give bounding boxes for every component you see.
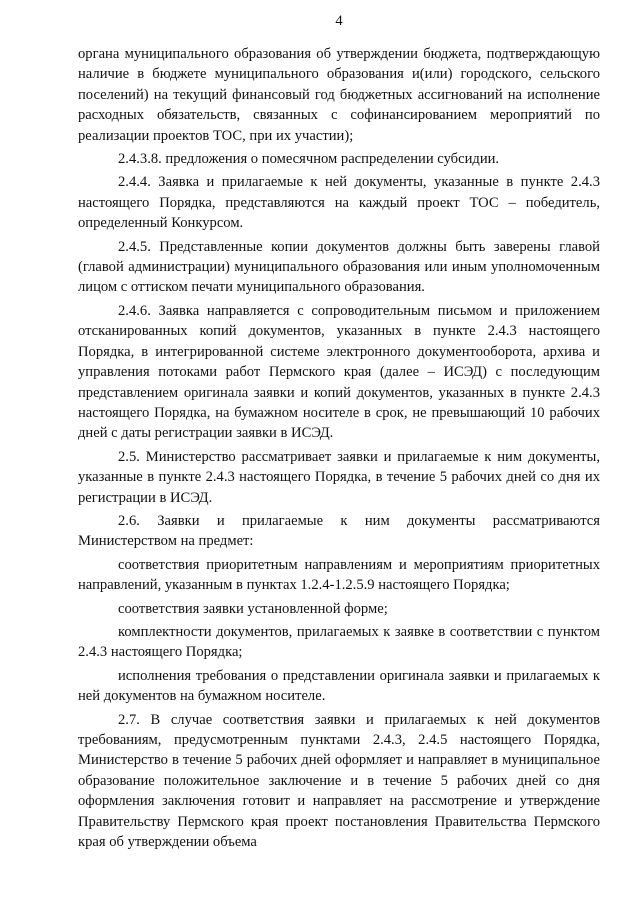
paragraph-2-6: 2.6. Заявки и прилагаемые к ним документы рассматриваются Министерством на предмет: [78, 512, 600, 550]
paragraph-2-5: 2.5. Министерство рассматривает заявки и прилагаемые к ним документы, указанные в пункте 2.4.3 настоящего Порядка, в течение 5 рабочих дней со дня их регистрации в ИСЭД. [78, 448, 600, 506]
page-number: 4 [335, 13, 343, 29]
list-item-priority-directions: соответствия приоритетным направлениям и мероприятиям приоритетных направлений, указанным в пунктах 1.2.4-1.2.5.9 настоящего Порядка; [78, 556, 600, 594]
paragraph-2-4-4: 2.4.4. Заявка и прилагаемые к ней документы, указанные в пункте 2.4.3 настоящего Порядка, представляются на каждый проект ТОС – победитель, определенный Конкурсом. [78, 174, 600, 232]
paragraph-2-7: 2.7. В случае соответствия заявки и прилагаемых к ней документов требованиям, предусмотренным пунктами 2.4.3, 2.4.5 настоящего Порядка, Министерство в течение 5 рабочих дней оформляет и направляет в муниципальное образование положительное заключение и в течение 5 рабочих дней со дня оформления заключения готовит и направляет на рассмотрение и утверждение Правительству Пермского края проект постановления Правительства Пермского края об утверждении объема [78, 711, 600, 851]
list-item-original-submission: исполнения требования о представлении оригинала заявки и прилагаемых к ней документов на бумажном носителе. [78, 667, 600, 705]
paragraph-2-4-5: 2.4.5. Представленные копии документов должны быть заверены главой (главой администрации) муниципального образования или иным уполномоченным лицом с оттиском печати муниципального образования. [78, 238, 600, 296]
paragraph-2-4-3-8: 2.4.3.8. предложения о помесячном распределении субсидии. [118, 151, 500, 168]
document-page [78, 12, 600, 852]
paragraph-2-4-6: 2.4.6. Заявка направляется с сопроводительным письмом и приложением отсканированных копий документов, указанных в пункте 2.4.3 настоящего Порядка, в интегрированной системе электронного документооборота, архива и управления потоками работ Пермского края (далее – ИСЭД) с последующим представлением оригинала заявки и копий документов, указанных в пункте 2.4.3 настоящего Порядка, на бумажном носителе в срок, не превышающий 10 рабочих дней с даты регистрации заявки в ИСЭД. [78, 302, 600, 442]
list-item-form-compliance: соответствия заявки установленной форме; [118, 600, 388, 617]
paragraph-budget-extract: органа муниципального образования об утверждении бюджета, подтверждающую наличие в бюджете муниципального образования и(или) городского, сельского поселений) на текущий финансовый год бюджетных ассигнований на исполнение расходных обязательств, связанных с софинансированием мероприятий по реализации проектов ТОС, при их участии); [78, 46, 600, 144]
list-item-document-completeness: комплектности документов, прилагаемых к заявке в соответствии с пунктом 2.4.3 настоящего Порядка; [78, 623, 600, 661]
